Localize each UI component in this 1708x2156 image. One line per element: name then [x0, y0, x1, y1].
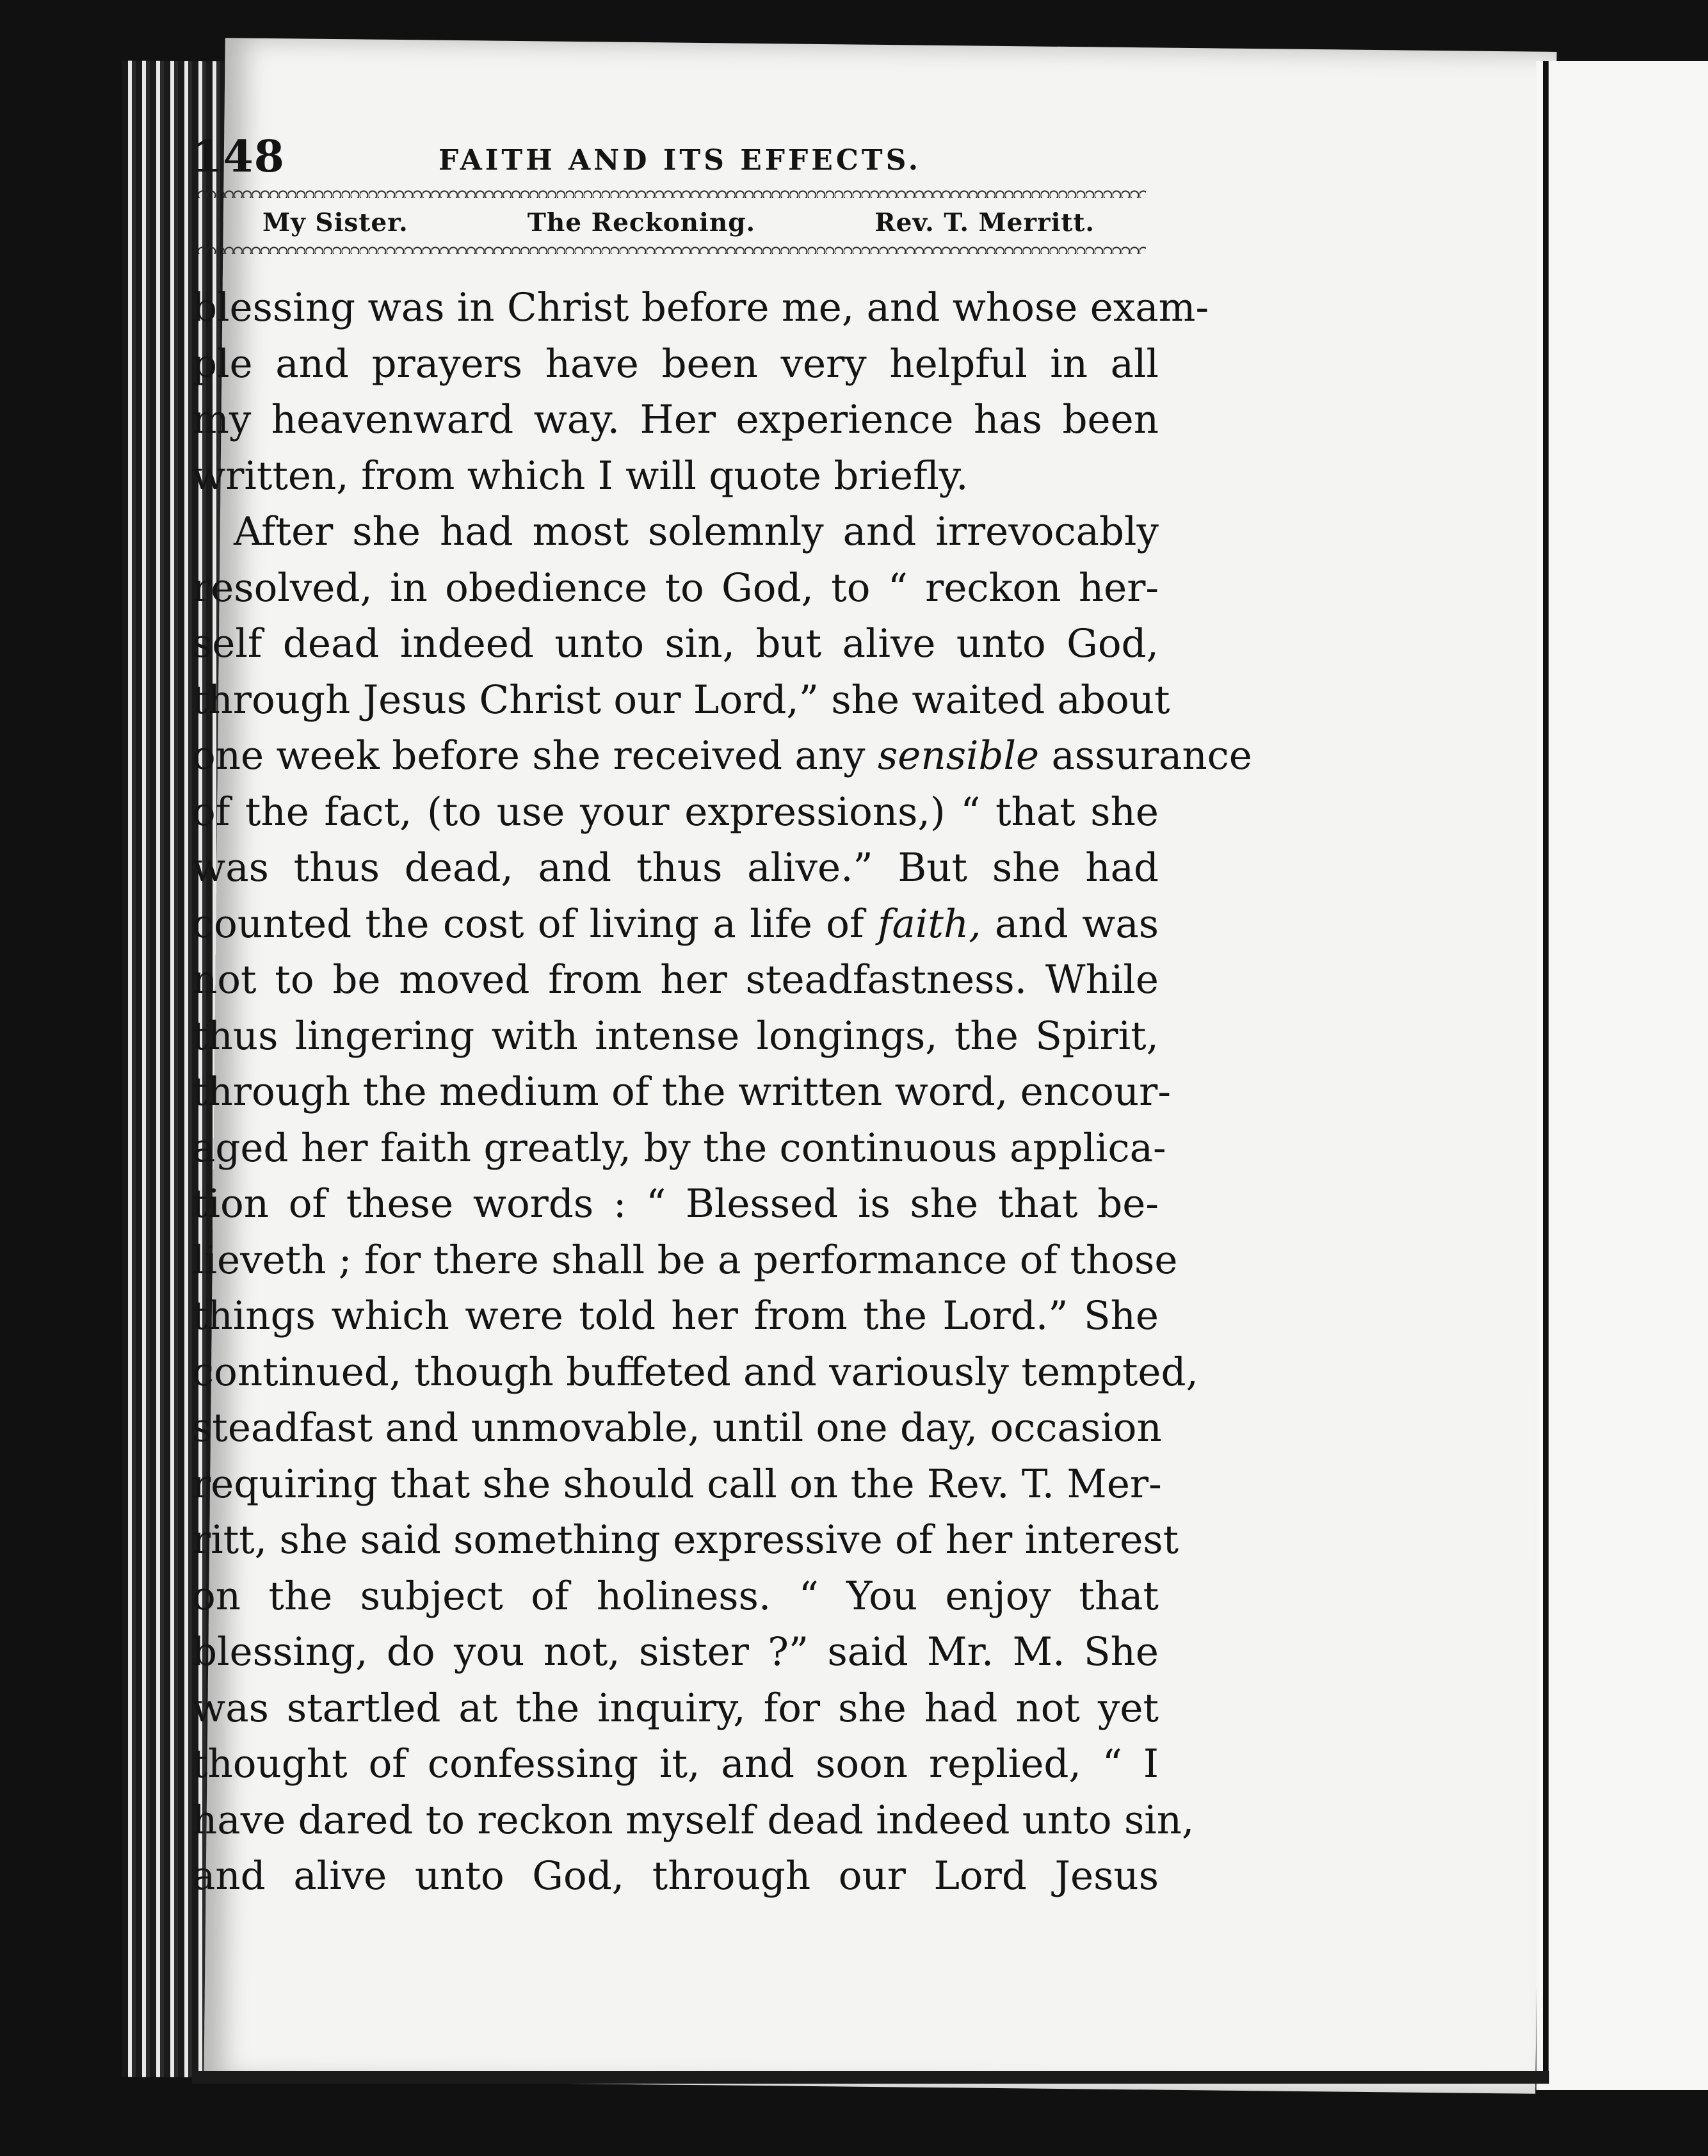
paragraph-2 — [192, 504, 1252, 1904]
italic-word: faith, — [877, 901, 981, 947]
body-text — [192, 280, 1252, 1904]
text-line: of the fact, (to use your expressions,) “ that she — [192, 789, 1159, 835]
paragraph-1 — [192, 280, 1209, 504]
text-line: lieveth ; for there shall be a performance of those — [192, 1237, 1178, 1283]
text-line: steadfast and unmovable, until one day, occasion — [192, 1405, 1162, 1451]
text-line: through Jesus Christ our Lord,” she waited about — [192, 677, 1170, 723]
text-line: resolved, in obedience to God, to “ reckon her- — [192, 565, 1159, 611]
text-line: one week before she received any sensible assurance — [192, 733, 1252, 778]
running-title: FAITH AND ITS EFFECTS. — [439, 144, 922, 177]
page-content — [192, 118, 1252, 1904]
page-bottom-shadow — [192, 2071, 1549, 2084]
text-line: ritt, she said something expressive of her interest — [192, 1517, 1179, 1563]
text-line: have dared to reckon myself dead indeed unto sin, — [192, 1797, 1195, 1843]
text-line: not to be moved from her steadfastness. While — [192, 957, 1159, 1002]
text-line: on the subject of holiness. “ You enjoy that — [192, 1573, 1159, 1619]
text-line: tion of these words : “ Blessed is she that be- — [192, 1181, 1159, 1227]
text-line: blessing was in Christ before me, and whose exam- — [192, 285, 1209, 330]
text-line: thus lingering with intense longings, the Spirit, — [192, 1013, 1159, 1059]
topic-my-sister: My Sister. — [262, 208, 408, 237]
text-line: counted the cost of living a life of faith, and was — [192, 901, 1159, 947]
text-line: and alive unto God, through our Lord Jesus — [192, 1853, 1159, 1899]
facing-page-edge — [1536, 61, 1708, 2090]
text-line: things which were told her from the Lord.” She — [192, 1293, 1159, 1339]
text-line: requiring that she should call on the Rev. T. Mer- — [192, 1461, 1162, 1507]
text-line: aged her faith greatly, by the continuous applica- — [192, 1125, 1166, 1171]
page-number: 148 — [192, 131, 285, 182]
text-line: written, from which I will quote briefly. — [192, 453, 969, 499]
text-line: was startled at the inquiry, for she had not yet — [192, 1685, 1159, 1731]
text-line: continued, though buffeted and variously tempted, — [192, 1349, 1198, 1395]
italic-word: sensible — [878, 733, 1040, 778]
topic-rev-merritt: Rev. T. Merritt. — [874, 208, 1095, 237]
text-line: self dead indeed unto sin, but alive unto God, — [192, 621, 1159, 666]
binding-line — [1543, 61, 1549, 2077]
text-line: thought of confessing it, and soon replied, “ I — [192, 1741, 1159, 1787]
wavy-rule-top — [198, 189, 1146, 198]
text-line: ple and prayers have been very helpful in all — [192, 341, 1159, 387]
text-line: my heavenward way. Her experience has been — [192, 397, 1159, 442]
text-line: After she had most solemnly and irrevocably — [234, 509, 1159, 554]
wavy-rule-bottom — [198, 245, 1146, 254]
page-header — [192, 118, 1159, 189]
topic-headings — [192, 198, 1159, 245]
topic-the-reckoning: The Reckoning. — [527, 208, 756, 237]
text-line: blessing, do you not, sister ?” said Mr. M. She — [192, 1629, 1159, 1675]
text-line: through the medium of the written word, encour- — [192, 1069, 1171, 1114]
text-line: was thus dead, and thus alive.” But she had — [192, 845, 1159, 890]
